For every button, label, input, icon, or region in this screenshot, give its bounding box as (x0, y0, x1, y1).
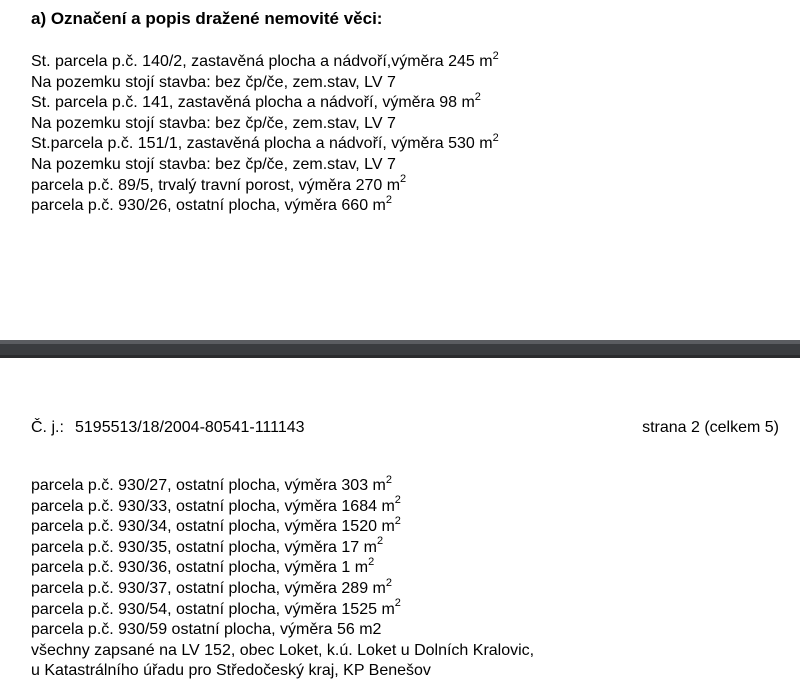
property-line: Na pozemku stojí stavba: bez čp/če, zem.stav, LV 7 (31, 155, 396, 173)
reference-number: 5195513/18/2004-80541-111143 (75, 419, 305, 436)
registry-note: všechny zapsané na LV 152, obec Loket, k.ú. Loket u Dolních Kralovic, (31, 641, 535, 659)
property-line: St.parcela p.č. 151/1, zastavěná plocha a nádvoří, výměra 530 $m^2$ (31, 132, 499, 153)
property-line: parcela p.č. 930/59 ostatní plocha, výměra 56 m2 (31, 621, 382, 639)
registry-note: u Katastrálního úřadu pro Středočeský kraj, KP Benešov (31, 662, 431, 680)
section-heading: a) Označení a popis dražené nemovité věci: (31, 9, 383, 28)
property-line: St. parcela p.č. 140/2, zastavěná plocha a nádvoří,výměra 245 $m^2$ (31, 49, 499, 70)
property-list-bottom (31, 473, 535, 682)
property-line: parcela p.č. 930/37, ostatní plocha, výměra 289 $m^2$ (31, 576, 392, 597)
page-1-bottom (0, 0, 800, 340)
property-line: parcela p.č. 930/33, ostatní plocha, výměra 1684 $m^2$ (31, 494, 401, 515)
property-line: parcela p.č. 930/35, ostatní plocha, výměra 17 $m^2$ (31, 535, 384, 556)
property-line: parcela p.č. 930/54, ostatní plocha, výměra 1525 $m^2$ (31, 597, 401, 618)
page-number: strana 2 (celkem 5) (642, 419, 779, 436)
property-line: Na pozemku stojí stavba: bez čp/če, zem.stav, LV 7 (31, 114, 396, 132)
property-line: parcela p.č. 930/27, ostatní plocha, výměra 303 $m^2$ (31, 473, 392, 494)
property-line: parcela p.č. 930/34, ostatní plocha, výměra 1520 $m^2$ (31, 514, 401, 536)
property-line: parcela p.č. 89/5, trvalý travní porost, výměra 270 $m^2$ (31, 173, 407, 194)
property-line: Na pozemku stojí stavba: bez čp/če, zem.stav, LV 7 (31, 73, 396, 91)
property-line: parcela p.č. 930/26, ostatní plocha, výměra 660 $m^2$ (31, 193, 392, 215)
property-list-top (31, 49, 499, 217)
reference-label: Č. j.: (31, 419, 64, 436)
page-header (31, 417, 779, 439)
property-line: St. parcela p.č. 141, zastavěná plocha a nádvoří, výměra 98 $m^2$ (31, 90, 481, 112)
property-line: parcela p.č. 930/36, ostatní plocha, výměra 1 $m^2$ (31, 556, 375, 577)
page-separator (0, 340, 800, 358)
